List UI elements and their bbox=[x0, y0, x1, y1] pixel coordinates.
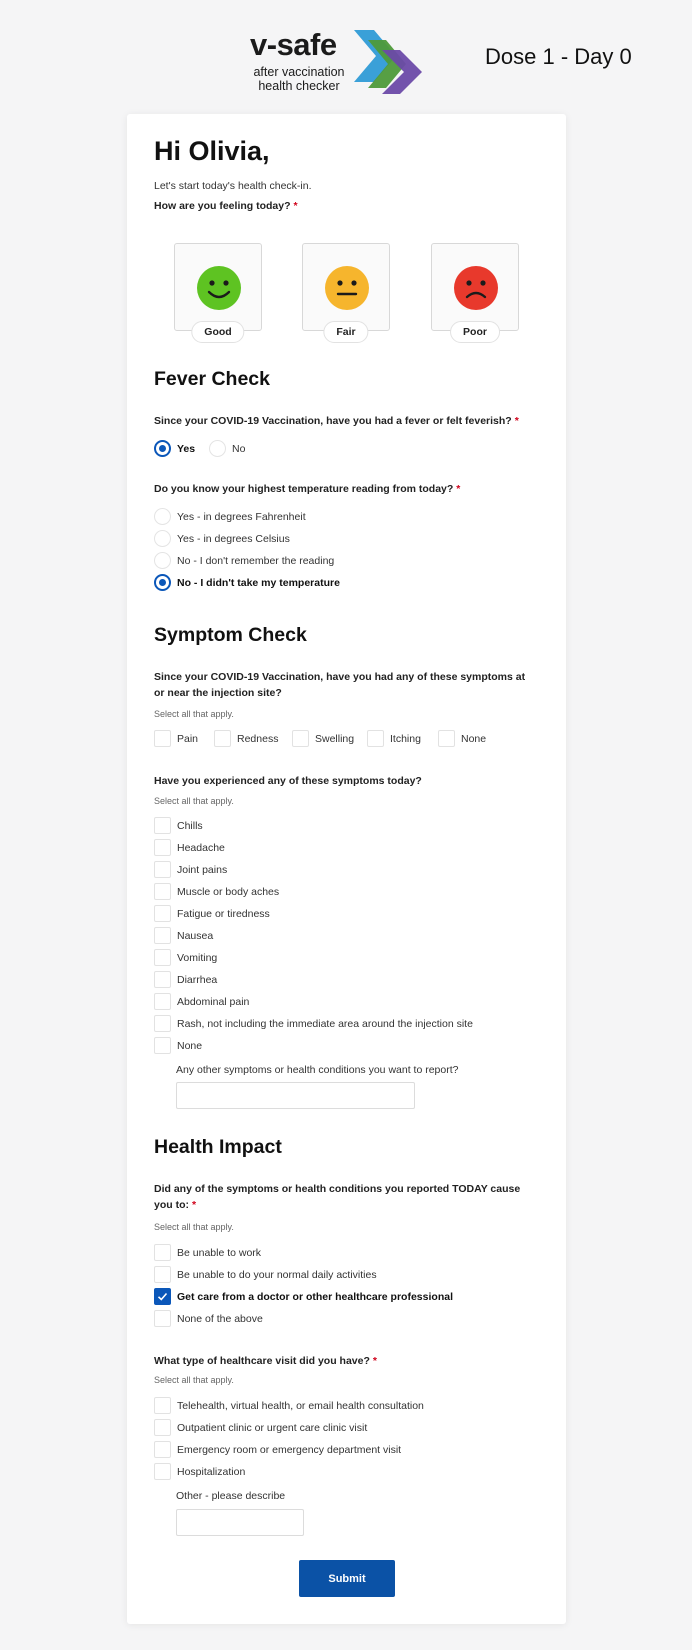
fever-yes-radio[interactable] bbox=[154, 440, 195, 457]
site-option-label: Redness bbox=[237, 732, 279, 745]
checkbox-box[interactable] bbox=[154, 839, 171, 856]
symptom-label: Joint pains bbox=[177, 863, 228, 876]
temp-didnt-take-radio[interactable] bbox=[154, 574, 340, 591]
symptom-headache-checkbox[interactable] bbox=[154, 839, 225, 856]
impact-option-label: None of the above bbox=[177, 1312, 263, 1325]
smile-face-icon bbox=[196, 265, 242, 311]
logo-wordmark: v-safe bbox=[250, 27, 337, 62]
symptom-label: Vomiting bbox=[177, 951, 218, 964]
site-none-checkbox[interactable] bbox=[438, 730, 486, 747]
symptom-none-checkbox[interactable] bbox=[154, 1037, 202, 1054]
symptom-label: Abdominal pain bbox=[177, 995, 250, 1008]
fever-no-label: No bbox=[232, 442, 246, 455]
mood-good-label: Good bbox=[191, 321, 244, 343]
neutral-face-icon bbox=[324, 265, 370, 311]
temperature-question bbox=[154, 481, 460, 497]
checkbox-checked[interactable] bbox=[154, 1288, 171, 1305]
visit-type-question bbox=[154, 1353, 377, 1369]
fever-question-text: Since your COVID-19 Vaccination, have you had a fever or felt feverish? bbox=[154, 415, 512, 427]
impact-option-label: Be unable to do your normal daily activities bbox=[177, 1268, 377, 1281]
radio-unselected[interactable] bbox=[154, 552, 171, 569]
visit-outpatient-checkbox[interactable] bbox=[154, 1419, 367, 1436]
impact-question-line2-text: you to: bbox=[154, 1199, 189, 1211]
select-all-hint: Select all that apply. bbox=[154, 1375, 234, 1385]
visit-telehealth-checkbox[interactable] bbox=[154, 1397, 424, 1414]
fever-check-heading: Fever Check bbox=[154, 368, 270, 390]
vsafe-logo bbox=[250, 28, 440, 100]
checkbox-box[interactable] bbox=[438, 730, 455, 747]
visit-type-question-text: What type of healthcare visit did you have? bbox=[154, 1355, 370, 1367]
temp-option-label: No - I don't remember the reading bbox=[177, 554, 335, 567]
checkbox-box[interactable] bbox=[154, 1463, 171, 1480]
checkbox-box[interactable] bbox=[154, 927, 171, 944]
checkbox-box[interactable] bbox=[154, 1037, 171, 1054]
checkbox-box[interactable] bbox=[154, 949, 171, 966]
impact-question-line1: Did any of the symptoms or health conditions you reported TODAY cause bbox=[154, 1183, 521, 1195]
required-mark: * bbox=[372, 1355, 377, 1367]
checkbox-box[interactable] bbox=[367, 730, 384, 747]
frown-face-icon bbox=[453, 265, 499, 311]
site-swelling-checkbox[interactable] bbox=[292, 730, 354, 747]
symptom-label: Diarrhea bbox=[177, 973, 218, 986]
site-option-label: Pain bbox=[177, 732, 199, 745]
select-all-hint: Select all that apply. bbox=[154, 1222, 234, 1232]
checkbox-box[interactable] bbox=[154, 905, 171, 922]
other-visit-label: Other - please describe bbox=[176, 1490, 286, 1502]
impact-unable-work-checkbox[interactable] bbox=[154, 1244, 261, 1261]
radio-selected[interactable] bbox=[154, 574, 171, 591]
site-question-line1: Since your COVID-19 Vaccination, have you had any of these symptoms at bbox=[154, 671, 526, 683]
checkbox-box[interactable] bbox=[154, 1266, 171, 1283]
checkbox-box[interactable] bbox=[154, 1419, 171, 1436]
intro-text: Let's start today's health check-in. bbox=[154, 180, 312, 192]
impact-question-line2 bbox=[154, 1197, 520, 1213]
symptom-muscle-aches-checkbox[interactable] bbox=[154, 883, 279, 900]
impact-question bbox=[154, 1181, 520, 1213]
temp-dont-remember-radio[interactable] bbox=[154, 552, 334, 569]
symptom-label: Chills bbox=[177, 819, 203, 832]
site-pain-checkbox[interactable] bbox=[154, 730, 198, 747]
visit-emergency-checkbox[interactable] bbox=[154, 1441, 401, 1458]
required-mark: * bbox=[192, 1199, 197, 1211]
impact-get-care-checkbox[interactable] bbox=[154, 1288, 453, 1305]
site-symptoms-question bbox=[154, 669, 525, 701]
temp-option-label: Yes - in degrees Celsius bbox=[177, 532, 290, 545]
radio-unselected[interactable] bbox=[154, 530, 171, 547]
radio-unselected[interactable] bbox=[209, 440, 226, 457]
impact-none-checkbox[interactable] bbox=[154, 1310, 263, 1327]
checkmark-icon bbox=[157, 1291, 168, 1302]
checkbox-box[interactable] bbox=[154, 730, 171, 747]
today-symptoms-question: Have you experienced any of these symptoms today? bbox=[154, 775, 422, 787]
select-all-hint: Select all that apply. bbox=[154, 709, 234, 719]
required-mark: * bbox=[514, 415, 519, 427]
symptom-check-heading: Symptom Check bbox=[154, 624, 307, 646]
site-redness-checkbox[interactable] bbox=[214, 730, 278, 747]
symptom-joint-pains-checkbox[interactable] bbox=[154, 861, 227, 878]
temperature-question-text: Do you know your highest temperature reading from today? bbox=[154, 483, 454, 495]
greeting: Hi Olivia, bbox=[154, 136, 270, 166]
symptom-label: Nausea bbox=[177, 929, 214, 942]
site-option-label: Itching bbox=[390, 732, 421, 745]
required-mark: * bbox=[293, 200, 298, 212]
temp-option-label: Yes - in degrees Fahrenheit bbox=[177, 510, 306, 523]
symptom-label: Fatigue or tiredness bbox=[177, 907, 270, 920]
checkbox-box[interactable] bbox=[154, 1397, 171, 1414]
checkbox-box[interactable] bbox=[154, 1015, 171, 1032]
other-visit-input[interactable] bbox=[176, 1509, 304, 1536]
site-option-label: Swelling bbox=[315, 732, 355, 745]
checkbox-box[interactable] bbox=[154, 1244, 171, 1261]
symptom-fatigue-checkbox[interactable] bbox=[154, 905, 270, 922]
symptom-label: Rash, not including the immediate area around the injection site bbox=[177, 1017, 473, 1030]
checkbox-box[interactable] bbox=[154, 883, 171, 900]
temp-celsius-radio[interactable] bbox=[154, 530, 290, 547]
visit-option-label: Emergency room or emergency department visit bbox=[177, 1443, 402, 1456]
impact-unable-activities-checkbox[interactable] bbox=[154, 1266, 377, 1283]
fever-question bbox=[154, 413, 519, 429]
submit-button[interactable]: Submit bbox=[299, 1560, 395, 1597]
symptom-chills-checkbox[interactable] bbox=[154, 817, 203, 834]
checkbox-box[interactable] bbox=[154, 817, 171, 834]
required-mark: * bbox=[456, 483, 461, 495]
other-symptoms-label: Any other symptoms or health conditions you want to report? bbox=[176, 1064, 459, 1076]
logo-tagline bbox=[253, 66, 345, 93]
site-question-line2: or near the injection site? bbox=[154, 687, 282, 699]
visit-option-label: Telehealth, virtual health, or email health consultation bbox=[177, 1399, 424, 1412]
dose-label: Dose 1 - Day 0 bbox=[485, 44, 632, 69]
feeling-question bbox=[154, 198, 298, 214]
radio-selected[interactable] bbox=[154, 440, 171, 457]
mood-fair-option[interactable] bbox=[302, 243, 390, 338]
checkbox-box[interactable] bbox=[154, 1441, 171, 1458]
symptom-nausea-checkbox[interactable] bbox=[154, 927, 213, 944]
other-symptoms-input[interactable] bbox=[176, 1082, 415, 1109]
visit-option-label: Hospitalization bbox=[177, 1465, 246, 1478]
impact-option-label: Get care from a doctor or other healthcare professional bbox=[177, 1290, 453, 1303]
mood-poor-label: Poor bbox=[450, 321, 500, 343]
site-option-label: None bbox=[461, 732, 487, 745]
visit-option-label: Outpatient clinic or urgent care clinic visit bbox=[177, 1421, 368, 1434]
checkbox-box[interactable] bbox=[154, 1310, 171, 1327]
fever-yes-label: Yes bbox=[177, 442, 196, 455]
temp-fahrenheit-radio[interactable] bbox=[154, 508, 306, 525]
symptom-label: Muscle or body aches bbox=[177, 885, 280, 898]
check-in-form bbox=[127, 114, 566, 1624]
mood-poor-option[interactable] bbox=[431, 243, 519, 338]
select-all-hint: Select all that apply. bbox=[154, 796, 234, 806]
logo-tagline-line1: after vaccination bbox=[253, 65, 345, 79]
checkbox-box[interactable] bbox=[154, 993, 171, 1010]
temp-option-label: No - I didn't take my temperature bbox=[177, 576, 340, 589]
checkbox-box[interactable] bbox=[154, 861, 171, 878]
impact-option-label: Be unable to work bbox=[177, 1246, 262, 1259]
health-impact-heading: Health Impact bbox=[154, 1136, 282, 1158]
symptom-diarrhea-checkbox[interactable] bbox=[154, 971, 217, 988]
mood-fair-label: Fair bbox=[323, 321, 368, 343]
symptom-label: None bbox=[177, 1039, 203, 1052]
logo-tagline-line2: health checker bbox=[258, 78, 340, 93]
visit-hospitalization-checkbox[interactable] bbox=[154, 1463, 245, 1480]
symptom-vomiting-checkbox[interactable] bbox=[154, 949, 217, 966]
symptom-abdominal-pain-checkbox[interactable] bbox=[154, 993, 249, 1010]
checkbox-box[interactable] bbox=[214, 730, 231, 747]
page-header bbox=[0, 0, 692, 110]
checkbox-box[interactable] bbox=[292, 730, 309, 747]
site-itching-checkbox[interactable] bbox=[367, 730, 421, 747]
mood-good-option[interactable] bbox=[174, 243, 262, 338]
radio-unselected[interactable] bbox=[154, 508, 171, 525]
symptom-label: Headache bbox=[177, 841, 225, 854]
symptom-rash-checkbox[interactable] bbox=[154, 1015, 473, 1032]
chevron-arrows-icon bbox=[352, 28, 432, 96]
checkbox-box[interactable] bbox=[154, 971, 171, 988]
fever-no-radio[interactable] bbox=[209, 440, 245, 457]
feeling-question-text: How are you feeling today? bbox=[154, 200, 291, 212]
